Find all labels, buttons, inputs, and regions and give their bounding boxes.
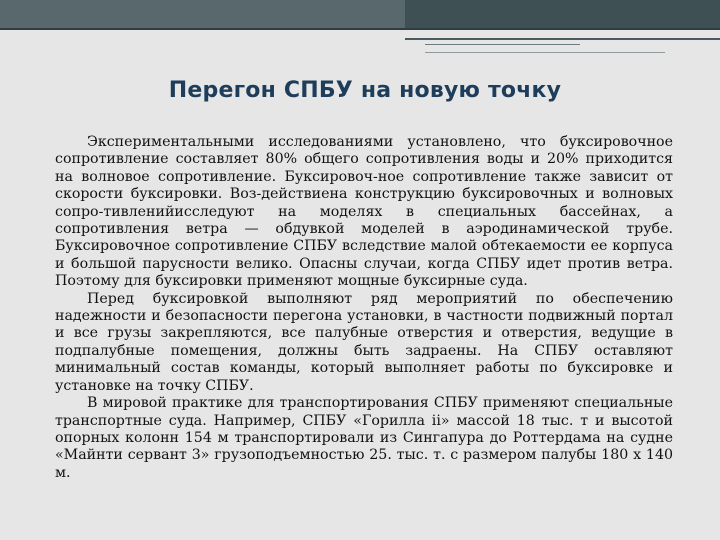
slide-title: Перегон СПБУ на новую точку	[168, 78, 562, 103]
decorative-rule	[425, 44, 580, 45]
body-paragraph: В мировой практике для транспортирования СПБУ применяют специальные транспортные суда. Например, СПБУ «Горилла ii» массой 18 тыс. т и высотой опорных колонн 154 м транспортировали из Сингапура до Роттердама на судне «Майнти сервант 3» грузоподъемностью 25. тыс. т. с размером палубы 180 x 140 м.	[55, 395, 673, 481]
decorative-rule	[405, 38, 720, 40]
decorative-rule	[425, 52, 665, 53]
header-band-accent	[0, 0, 405, 30]
header-band-line	[0, 28, 720, 30]
body-paragraph: Экспериментальными исследованиями установлено, что буксировочное сопротивление составляет 80% общего сопротивления воды и 20% приходится на волновое сопротивление. Буксировоч-ное сопротивление также зависит от скорости буксировки. Воз-действиена конструкцию буксировочных и волновых сопро-тивленийисследуют на моделях в специальных бассейнах, а сопротивления ветра — обдувкой моделей в аэродинамической трубе. Буксировочное сопротивление СПБУ вследствие малой обтекаемости ее корпуса и большой парусности велико. Опасны случаи, когда СПБУ идет против ветра. Поэтому для буксировки применяют мощные буксирные суда.	[55, 134, 673, 290]
slide-body	[55, 134, 673, 482]
body-paragraph: Перед буксировкой выполняют ряд мероприятий по обеспечению надежности и безопасности перегона установки, в частности подвижный портал и все грузы закрепляются, все палубные отверстия и отверстия, ведущие в подпалубные помещения, должны быть задраены. На СПБУ оставляют минимальный состав команды, который выполняет работы по буксировке и установке на точку СПБУ.	[55, 290, 673, 394]
